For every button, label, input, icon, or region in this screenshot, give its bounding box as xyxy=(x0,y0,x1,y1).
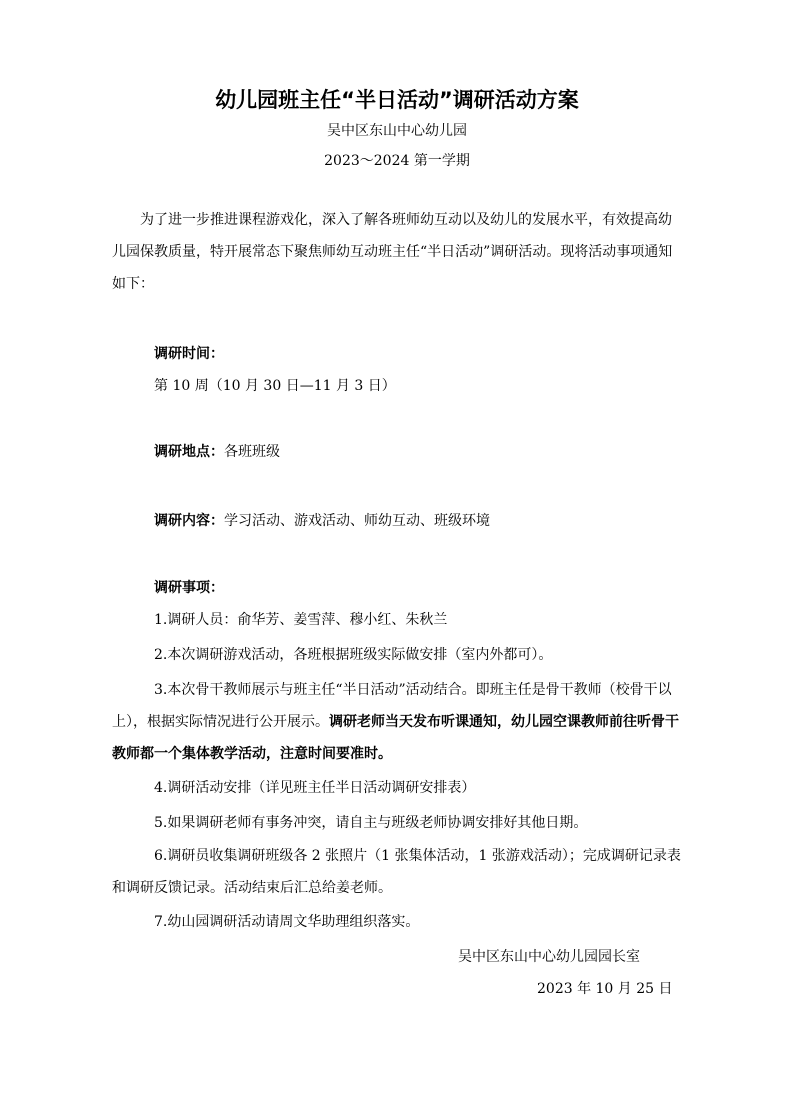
items-label: 调研事项： xyxy=(154,580,224,596)
place-row xyxy=(154,442,682,462)
item-5: 5.如果调研老师有事务冲突，请自主与班级老师协调安排好其他日期。 xyxy=(154,815,588,831)
item-3-bold-text: 调研老师当天发布听课通知，幼儿园空课教师前往听骨干教师都一个集体教学活动，注意时间要准时。 xyxy=(112,714,679,762)
item-1: 1.调研人员：俞华芳、姜雪萍、穆小红、朱秋兰 xyxy=(154,612,448,628)
time-label: 调研时间： xyxy=(154,346,224,362)
content-row xyxy=(154,511,682,531)
item-3-text: 3.本次骨干教师展示与班主任“半日活动”活动结合。即班主任是骨干教师（校骨干以上），根据实际情况进行公开展示。 xyxy=(112,682,672,730)
item-7: 7.幼山园调研活动请周文华助理组织落实。 xyxy=(154,914,420,930)
term-label: 2023～2024 第一学期 xyxy=(324,153,470,169)
place-value: 各班班级 xyxy=(224,444,280,460)
content-value: 学习活动、游戏活动、师幼互动、班级环境 xyxy=(224,513,490,529)
item-3 xyxy=(112,674,682,770)
place-label: 调研地点： xyxy=(154,444,224,460)
organization-name: 吴中区东山中心幼儿园 xyxy=(327,123,467,139)
document-title: 幼儿园班主任“半日活动”调研活动方案 xyxy=(215,88,579,112)
item-4: 4.调研活动安排（详见班主任半日活动调研安排表） xyxy=(154,780,476,796)
content-label: 调研内容： xyxy=(154,513,224,529)
item-6: 6.调研员收集调研班级各 2 张照片（1 张集体活动，1 张游戏活动）；完成调研记录表和调研反馈记录。活动结束后汇总给姜老师。 xyxy=(112,848,681,896)
time-value: 第 10 周（10 月 30 日—11 月 3 日） xyxy=(154,378,396,394)
item-2: 2.本次调研游戏活动，各班根据班级实际做安排（室内外都可）。 xyxy=(154,647,553,663)
signer: 吴中区东山中心幼儿园园长室 xyxy=(458,949,640,965)
items-heading xyxy=(154,578,682,598)
time-heading xyxy=(154,344,682,364)
date: 2023 年 10 月 25 日 xyxy=(537,981,673,997)
intro-paragraph: 为了进一步推进课程游戏化，深入了解各班师幼互动以及幼儿的发展水平，有效提高幼儿园保教质量，特开展常态下聚焦师幼互动班主任“半日活动”调研活动。现将活动事项通知如下： xyxy=(112,212,673,292)
